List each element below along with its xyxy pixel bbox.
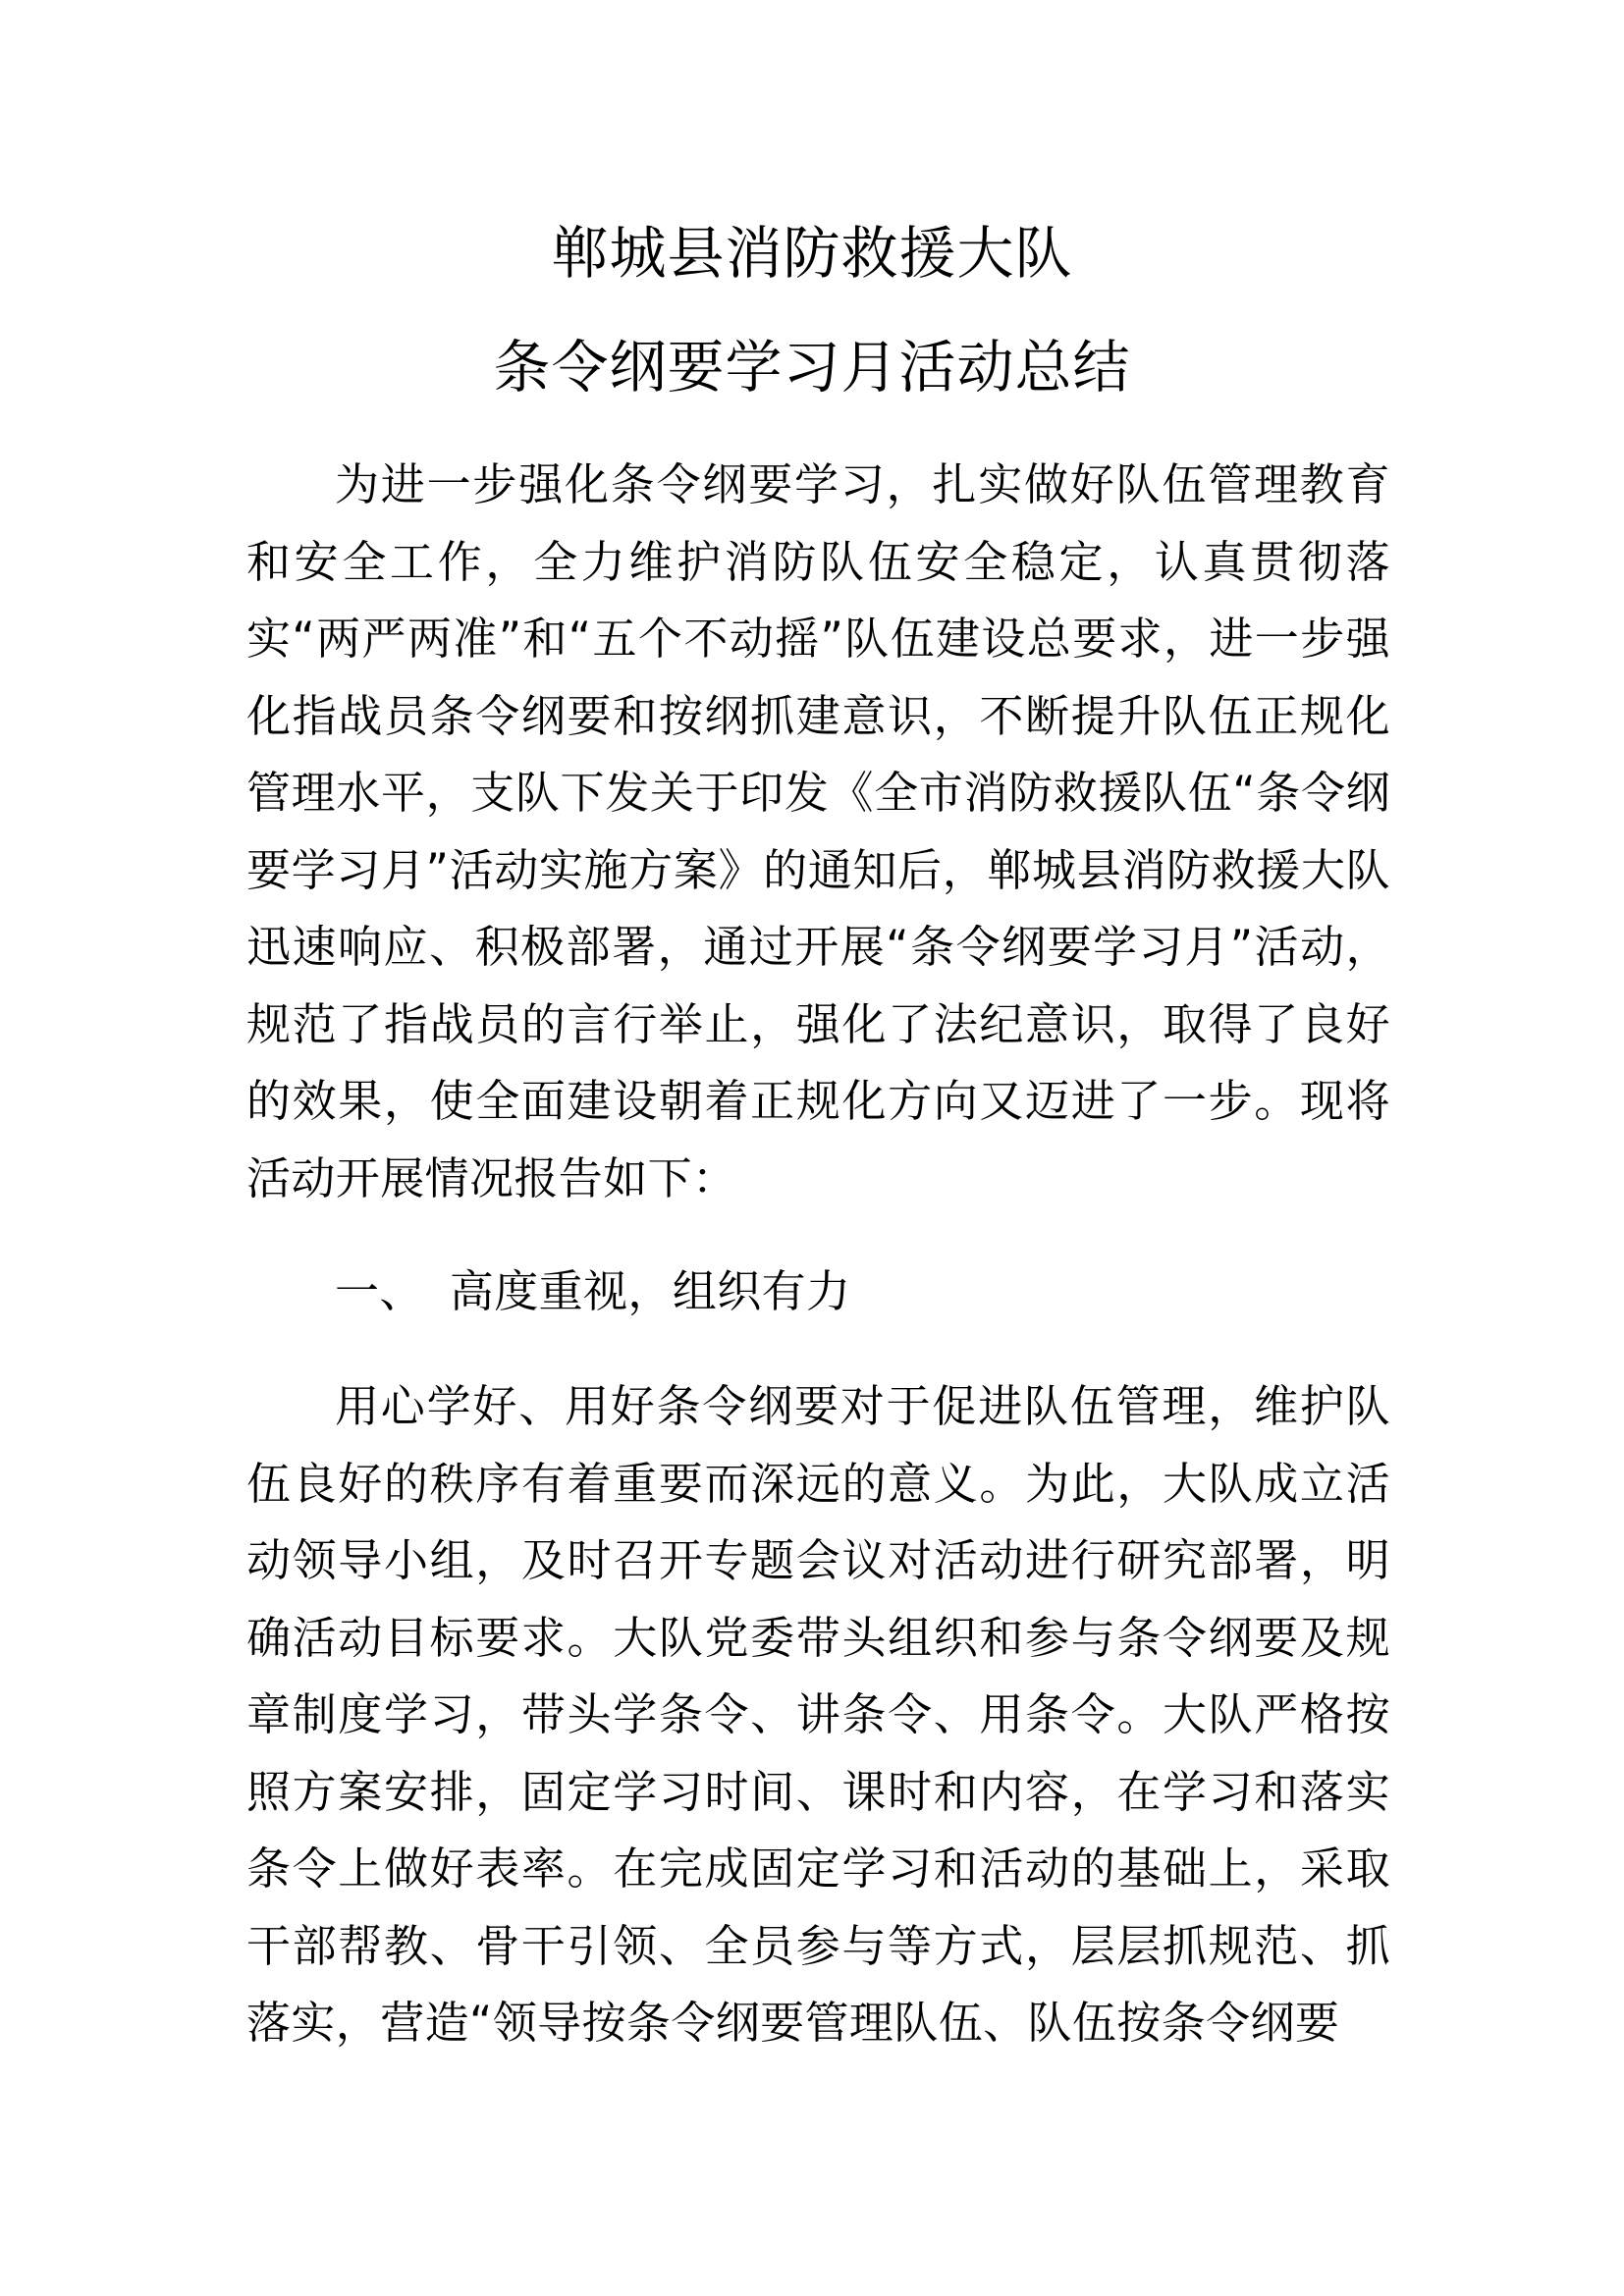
section-1-paragraph: 用心学好、用好条令纲要对于促进队伍管理，维护队伍良好的秩序有着重要而深远的意义。为此，大队成立活动领导小组，及时召开专题会议对活动进行研究部署，明确活动目标要求。大队党委带头组织和参与条令纲要及规章制度学习，带头学条令、讲条令、用条令。大队严格按照方案安排，固定学习时间、课时和内容，在学习和落实条令上做好表率。在完成固定学习和活动的基础上，采取干部帮教、骨干引领、全员参与等方式，层层抓规范、抓落实，营造“领导按条令纲要管理队伍、队伍按条令纲要 (246, 1380, 1390, 2049)
section-1-number: 一、 (335, 1265, 424, 1317)
section-1-heading-text: 高度重视，组织有力 (449, 1265, 851, 1317)
document-title-line-1: 郸城县消防救援大队 (551, 220, 1073, 287)
document-title-line-2: 条令纲要学习月活动总结 (493, 334, 1131, 400)
section-1-heading (335, 1254, 850, 1331)
intro-paragraph: 为进一步强化条令纲要学习，扎实做好队伍管理教育和安全工作，全力维护消防队伍安全稳定，认真贯彻落实“两严两准”和“五个不动摇”队伍建设总要求，进一步强化指战员条令纲要和按纲抓建意识，不断提升队伍正规化管理水平，支队下发关于印发《全市消防救援队伍“条令纲要学习月”活动实施方案》的通知后，郸城县消防救援大队迅速响应、积极部署，通过开展“条令纲要学习月”活动，规范了指战员的言行举止，强化了法纪意识，取得了良好的效果，使全面建设朝着正规化方向又迈进了一步。现将活动开展情况报告如下： (246, 458, 1390, 1204)
